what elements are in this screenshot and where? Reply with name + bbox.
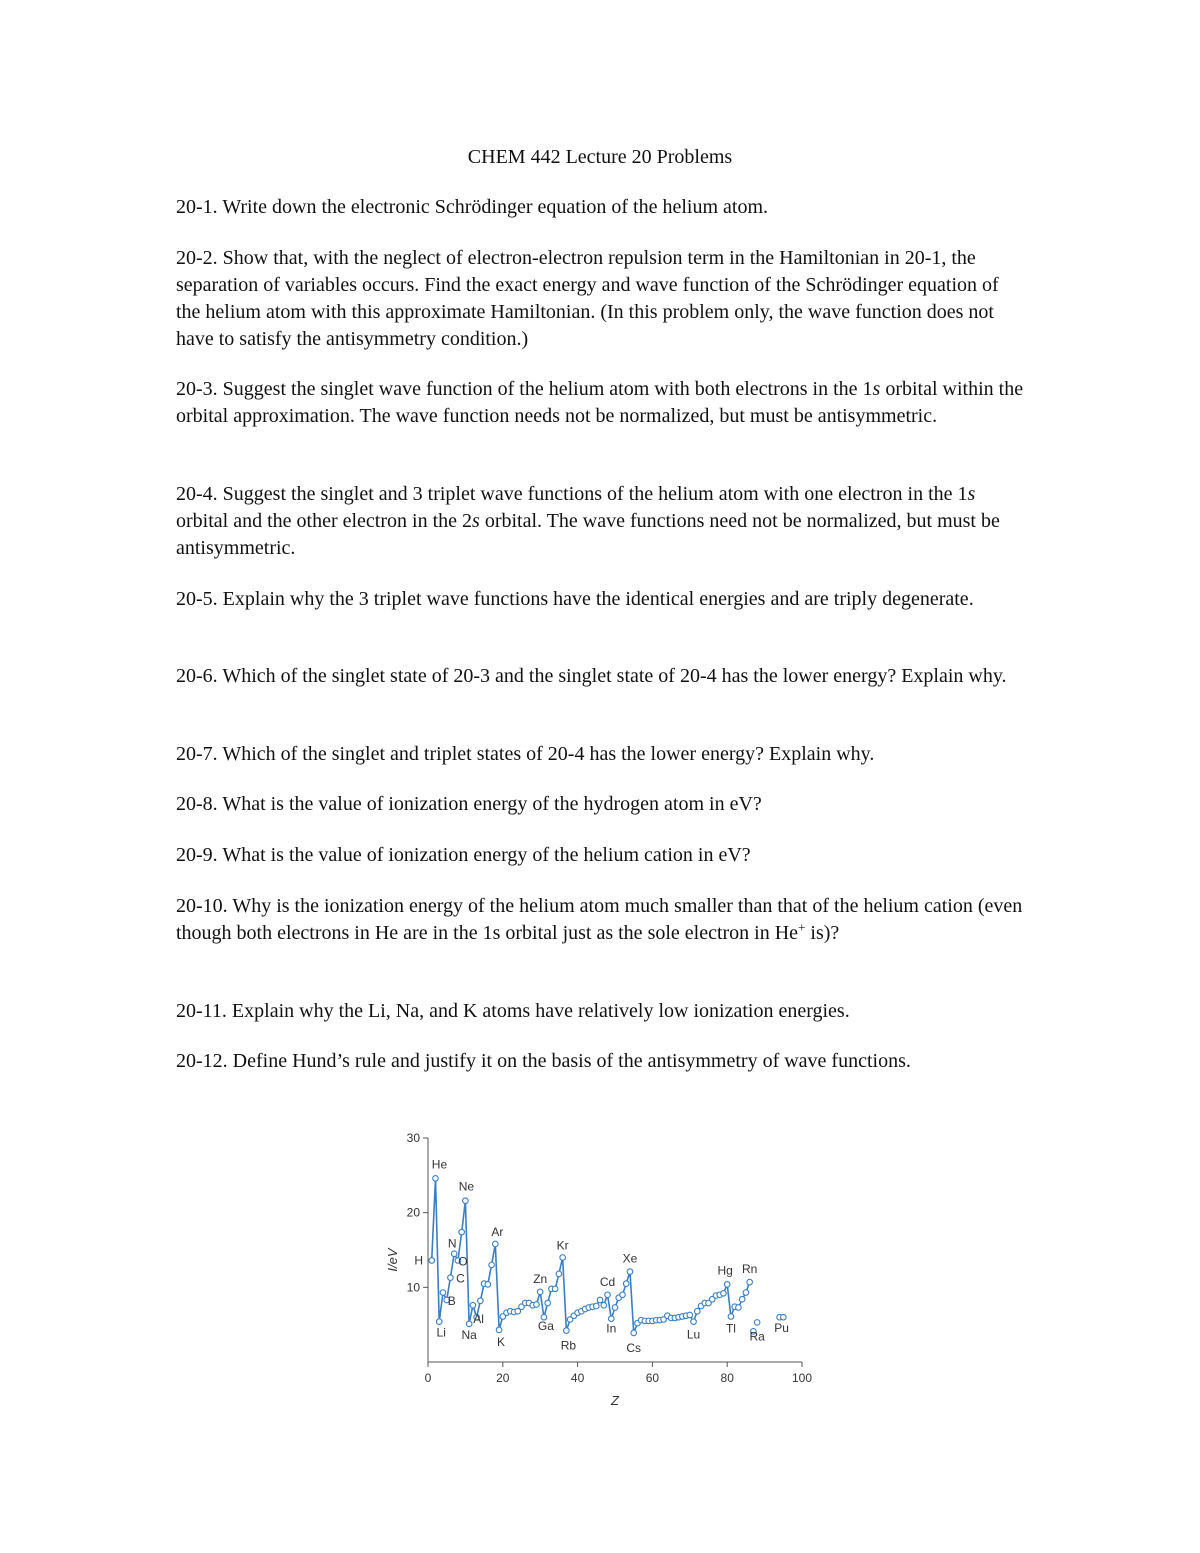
data-point xyxy=(608,1316,614,1322)
data-point xyxy=(448,1275,454,1281)
data-point xyxy=(754,1320,760,1326)
problem-number: 20-9. xyxy=(176,844,218,866)
orbital-s: s xyxy=(472,510,480,532)
problem-number: 20-11. xyxy=(176,1000,227,1022)
point-label-lu: Lu xyxy=(686,1327,701,1342)
data-point xyxy=(436,1319,442,1325)
data-point xyxy=(728,1314,734,1320)
data-point xyxy=(597,1297,603,1303)
point-label-ar: Ar xyxy=(491,1225,504,1240)
y-tick-label: 20 xyxy=(406,1205,420,1220)
data-point xyxy=(564,1328,570,1334)
point-label-rb: Rb xyxy=(560,1338,577,1353)
point-label-na: Na xyxy=(461,1327,477,1342)
document-title: CHEM 442 Lecture 20 Problems xyxy=(467,146,733,168)
problem-20-10 xyxy=(176,893,1026,947)
data-point xyxy=(470,1302,476,1308)
point-label-cs: Cs xyxy=(626,1340,642,1355)
problem-number: 20-7. xyxy=(176,743,218,765)
problem-text: Explain why the Li, Na, and K atoms have relatively low ionization energies. xyxy=(231,1000,850,1022)
y-tick-label: 10 xyxy=(406,1280,420,1295)
problem-text: orbital and the other electron in the 2 xyxy=(176,510,473,532)
problem-20-8 xyxy=(176,791,1026,818)
problem-text: Write down the electronic Schrödinger equation of the helium atom. xyxy=(222,196,769,218)
data-point xyxy=(687,1312,693,1318)
problem-20-1 xyxy=(176,194,1026,221)
problem-text: Suggest the singlet wave function of the helium atom with both electrons in the 1 xyxy=(222,378,873,400)
data-point xyxy=(631,1330,637,1336)
data-point xyxy=(747,1279,753,1285)
data-point xyxy=(552,1286,558,1292)
point-label-pu: Pu xyxy=(774,1321,789,1336)
problem-number: 20-5. xyxy=(176,588,218,610)
data-point xyxy=(560,1255,566,1261)
point-label-kr: Kr xyxy=(556,1238,569,1253)
data-point xyxy=(440,1290,446,1296)
point-label-ra: Ra xyxy=(749,1329,765,1344)
data-point xyxy=(537,1289,543,1295)
problem-20-12 xyxy=(176,1048,1026,1075)
data-point xyxy=(478,1298,484,1304)
data-point xyxy=(623,1281,629,1287)
problem-number: 20-1. xyxy=(176,196,218,218)
problem-20-11 xyxy=(176,998,1026,1025)
point-label-ga: Ga xyxy=(537,1319,554,1334)
problem-20-3 xyxy=(176,376,1026,430)
data-point xyxy=(493,1241,499,1247)
data-point xyxy=(601,1302,607,1308)
problem-text: orbital within the orbital approximation. The wave function needs not be normalized, but must be antisymmetric. xyxy=(176,378,1024,427)
problem-number: 20-3. xyxy=(176,378,218,400)
x-tick-label: 0 xyxy=(424,1371,432,1385)
point-label-li: Li xyxy=(436,1325,446,1340)
point-label-o: O xyxy=(458,1254,468,1269)
point-label-al: Al xyxy=(473,1312,484,1327)
point-label-h: H xyxy=(414,1253,424,1268)
data-point xyxy=(496,1327,502,1333)
data-point xyxy=(724,1282,730,1288)
problem-number: 20-8. xyxy=(176,793,218,815)
data-point xyxy=(743,1290,749,1296)
data-point xyxy=(534,1302,540,1308)
data-point xyxy=(605,1292,611,1298)
problem-text: What is the value of ionization energy of the hydrogen atom in eV? xyxy=(222,793,762,815)
problem-20-2 xyxy=(176,245,1026,353)
point-label-k: K xyxy=(497,1334,506,1349)
point-label-xe: Xe xyxy=(622,1251,638,1266)
data-point xyxy=(489,1262,495,1268)
y-axis-label: I/eV xyxy=(385,1248,400,1272)
problem-text: Explain why the 3 triplet wave functions have the identical energies and are triply degenerate. xyxy=(222,588,974,610)
problem-20-4 xyxy=(176,481,1026,562)
problem-number: 20-12. xyxy=(176,1050,228,1072)
data-point xyxy=(620,1292,626,1298)
problem-number: 20-10. xyxy=(176,895,228,917)
data-point xyxy=(429,1258,435,1264)
data-point xyxy=(594,1303,600,1309)
x-tick-label: 40 xyxy=(570,1371,585,1385)
point-label-rn: Rn xyxy=(741,1262,758,1277)
data-point xyxy=(556,1271,562,1277)
data-point xyxy=(463,1198,469,1204)
point-label-hg: Hg xyxy=(717,1263,733,1278)
problem-20-9 xyxy=(176,842,1026,869)
orbital-s: s xyxy=(872,378,881,400)
point-label-tl: Tl xyxy=(725,1321,736,1336)
x-tick-label: 100 xyxy=(791,1371,813,1385)
problem-text: Define Hund’s rule and justify it on the basis of the antisymmetry of wave functions. xyxy=(232,1050,911,1072)
data-point xyxy=(739,1296,745,1302)
problem-text: Why is the ionization energy of the helium atom much smaller than that of the helium cation (even though both electrons in He are in the 1s orbital just as the sole electron in He xyxy=(176,895,1023,944)
point-label-in: In xyxy=(606,1321,617,1336)
x-tick-label: 60 xyxy=(645,1371,660,1385)
data-point xyxy=(485,1282,491,1288)
data-point xyxy=(612,1305,618,1311)
problem-text: is)? xyxy=(805,922,840,944)
x-tick-label: 20 xyxy=(496,1371,510,1385)
data-point xyxy=(721,1291,727,1297)
problem-text: Suggest the singlet and 3 triplet wave functions of the helium atom with one electron in the 1 xyxy=(222,483,968,505)
data-point xyxy=(736,1305,742,1311)
problem-number: 20-4. xyxy=(176,483,218,505)
point-label-c: C xyxy=(456,1271,465,1286)
point-label-cd: Cd xyxy=(599,1274,616,1289)
data-point xyxy=(781,1314,787,1320)
problem-number: 20-6. xyxy=(176,665,218,687)
problem-20-5 xyxy=(176,586,1026,613)
point-label-zn: Zn xyxy=(533,1271,548,1286)
problem-20-6 xyxy=(176,663,1026,690)
data-point xyxy=(627,1269,633,1275)
problem-text: orbital. The wave functions need not be normalized, but must be antisymmetric. xyxy=(176,510,1000,559)
data-point xyxy=(433,1176,439,1182)
x-tick-label: 80 xyxy=(720,1371,734,1385)
data-point xyxy=(694,1308,700,1314)
data-point xyxy=(691,1319,697,1325)
x-axis-label: Z xyxy=(611,1393,619,1408)
point-label-b: B xyxy=(447,1294,456,1309)
problem-text: What is the value of ionization energy of the helium cation in eV? xyxy=(222,844,751,866)
problem-text: Show that, with the neglect of electron-electron repulsion term in the Hamiltonian in 20-1, the separation of variables occurs. Find the exact energy and wave function of the Schrödinger equation of the helium atom with this approximate Hamiltonian. (In this problem only, the wave function does not have to satisfy the antisymmetry condition.) xyxy=(176,247,999,350)
y-tick-label: 30 xyxy=(406,1131,420,1145)
charge-superscript: + xyxy=(798,919,806,935)
data-point xyxy=(545,1300,551,1306)
point-label-ne: Ne xyxy=(458,1179,475,1194)
orbital-s: s xyxy=(967,483,976,505)
ionization-energy-chart xyxy=(380,1125,830,1415)
data-point xyxy=(466,1321,472,1327)
problem-number: 20-2. xyxy=(176,247,218,269)
data-point xyxy=(451,1251,457,1257)
point-label-he: He xyxy=(431,1157,448,1172)
data-point xyxy=(459,1229,465,1235)
problem-20-7 xyxy=(176,741,1026,768)
problem-text: Which of the singlet and triplet states of 20-4 has the lower energy? Explain why. xyxy=(222,743,875,765)
point-label-n: N xyxy=(447,1236,457,1251)
problem-text: Which of the singlet state of 20-3 and the singlet state of 20-4 has the lower energy? Explain why. xyxy=(222,665,1007,687)
